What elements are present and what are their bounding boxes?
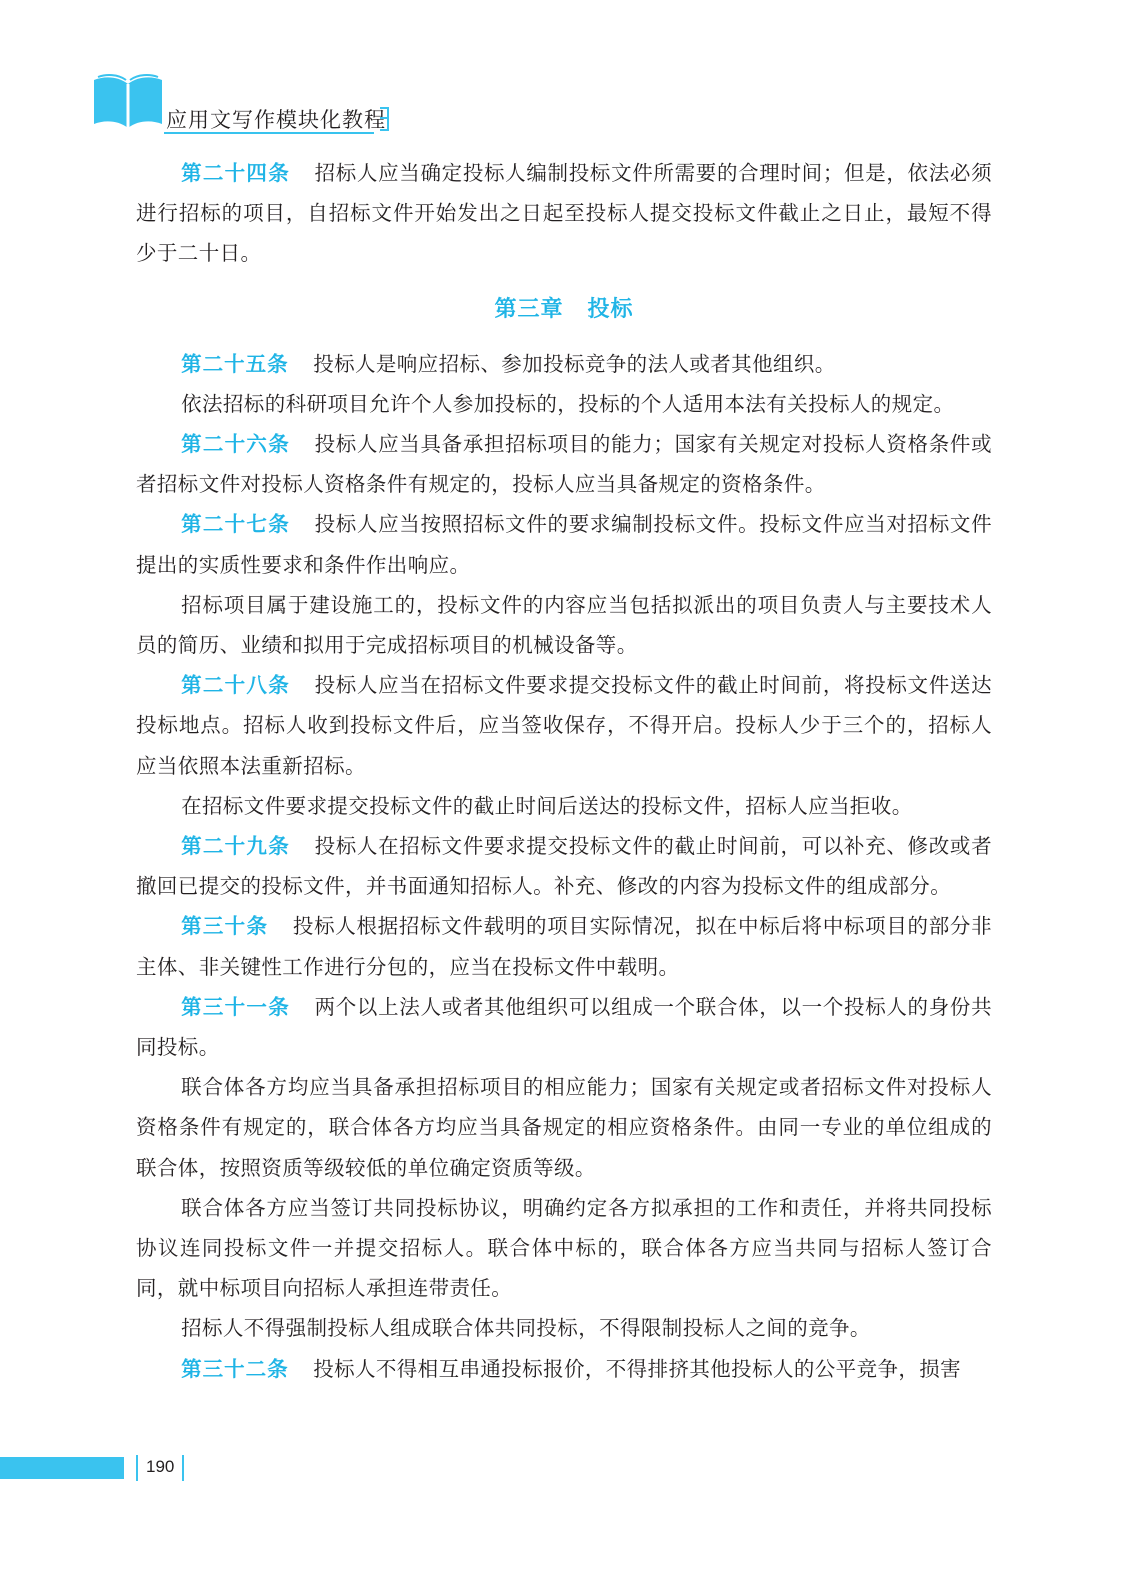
paragraph-text: 招标人不得强制投标人组成联合体共同投标，不得限制投标人之间的竞争。 bbox=[181, 1316, 871, 1341]
paragraph-text: 招标项目属于建设施工的，投标文件的内容应当包括拟派出的项目负责人与主要技术人员的简历、业绩和拟用于完成招标项目的机械设备等。 bbox=[136, 592, 992, 658]
paragraph-text: 投标人不得相互串通投标报价，不得排挤其他投标人的公平竞争，损害 bbox=[313, 1356, 962, 1381]
page-body bbox=[136, 153, 992, 1389]
paragraph-text: 投标人是响应招标、参加投标竞争的法人或者其他组织。 bbox=[313, 351, 836, 376]
article-number: 第二十七条 bbox=[181, 512, 290, 537]
header-underline bbox=[164, 132, 374, 134]
footer-divider-right bbox=[182, 1455, 184, 1481]
article-number: 第三十二条 bbox=[181, 1356, 289, 1381]
paragraph bbox=[136, 384, 992, 424]
paragraph-text: 联合体各方应当签订共同投标协议，明确约定各方拟承担的工作和责任，并将共同投标协议连同投标文件一并提交招标人。联合体中标的，联合体各方应当共同与招标人签订合同，就中标项目向招标人承担连带责任。 bbox=[136, 1195, 992, 1301]
book-title: 应用文写作模块化教程 bbox=[166, 108, 386, 132]
paragraph bbox=[136, 585, 992, 665]
article-number: 第二十九条 bbox=[181, 834, 290, 859]
paragraph bbox=[136, 786, 992, 826]
paragraph-text: 投标人根据招标文件载明的项目实际情况，拟在中标后将中标项目的部分非主体、非关键性工作进行分包的，应当在投标文件中载明。 bbox=[136, 914, 993, 979]
paragraph-text: 投标人应当具备承担招标项目的能力；国家有关规定对投标人资格条件或者招标文件对投标人资格条件有规定的，投标人应当具备规定的资格条件。 bbox=[136, 432, 992, 497]
open-book-icon bbox=[92, 74, 164, 132]
paragraph-text: 联合体各方均应当具备承担招标项目的相应能力；国家有关规定或者招标文件对投标人资格条件有规定的，联合体各方均应当具备规定的相应资格条件。由同一专业的单位组成的联合体，按照资质等级较低的单位确定资质等级。 bbox=[136, 1075, 992, 1180]
footer-divider-left bbox=[136, 1455, 138, 1481]
paragraph bbox=[136, 665, 992, 786]
article-number: 第二十五条 bbox=[181, 351, 289, 376]
header-bracket-icon bbox=[378, 106, 392, 132]
article-number: 第二十六条 bbox=[181, 432, 290, 457]
paragraph-text: 两个以上法人或者其他组织可以组成一个联合体，以一个投标人的身份共同投标。 bbox=[136, 994, 992, 1060]
paragraph bbox=[136, 1067, 992, 1188]
paragraph bbox=[136, 987, 992, 1067]
paragraph bbox=[136, 344, 992, 384]
paragraph bbox=[136, 504, 992, 584]
paragraph bbox=[136, 906, 992, 986]
paragraph bbox=[136, 826, 992, 906]
page-number: 190 bbox=[146, 1457, 175, 1476]
paragraph-text: 投标人应当按照招标文件的要求编制投标文件。投标文件应当对招标文件提出的实质性要求和条件作出响应。 bbox=[136, 512, 992, 577]
paragraph bbox=[136, 153, 992, 274]
paragraph-text: 依法招标的科研项目允许个人参加投标的，投标的个人适用本法有关投标人的规定。 bbox=[181, 391, 955, 416]
paragraph-text: 投标人在招标文件要求提交投标文件的截止时间前，可以补充、修改或者撤回已提交的投标文件，并书面通知招标人。补充、修改的内容为投标文件的组成部分。 bbox=[136, 834, 992, 899]
article-number: 第二十四条 bbox=[181, 161, 290, 185]
article-number: 第三十一条 bbox=[181, 994, 290, 1019]
paragraph bbox=[136, 424, 992, 504]
chapter-title: 投标 bbox=[587, 296, 634, 322]
paragraph bbox=[136, 1349, 992, 1389]
paragraph-text: 投标人应当在招标文件要求提交投标文件的截止时间前，将投标文件送达投标地点。招标人收到投标文件后，应当签收保存，不得开启。投标人少于三个的，招标人应当依照本法重新招标。 bbox=[136, 673, 992, 778]
chapter-number: 第三章 bbox=[494, 296, 564, 322]
page-header bbox=[0, 0, 1127, 140]
paragraph bbox=[136, 1308, 992, 1348]
footer-accent-bar bbox=[0, 1457, 124, 1479]
paragraph-text: 招标人应当确定投标人编制投标文件所需要的合理时间；但是，依法必须进行招标的项目，自招标文件开始发出之日起至投标人提交投标文件截止之日止，最短不得少于二十日。 bbox=[136, 161, 992, 266]
article-number: 第三十条 bbox=[181, 914, 269, 939]
paragraph-text: 在招标文件要求提交投标文件的截止时间后送达的投标文件，招标人应当拒收。 bbox=[181, 793, 913, 818]
article-number: 第二十八条 bbox=[181, 673, 290, 698]
chapter-heading bbox=[136, 294, 992, 326]
paragraph bbox=[136, 1188, 992, 1309]
